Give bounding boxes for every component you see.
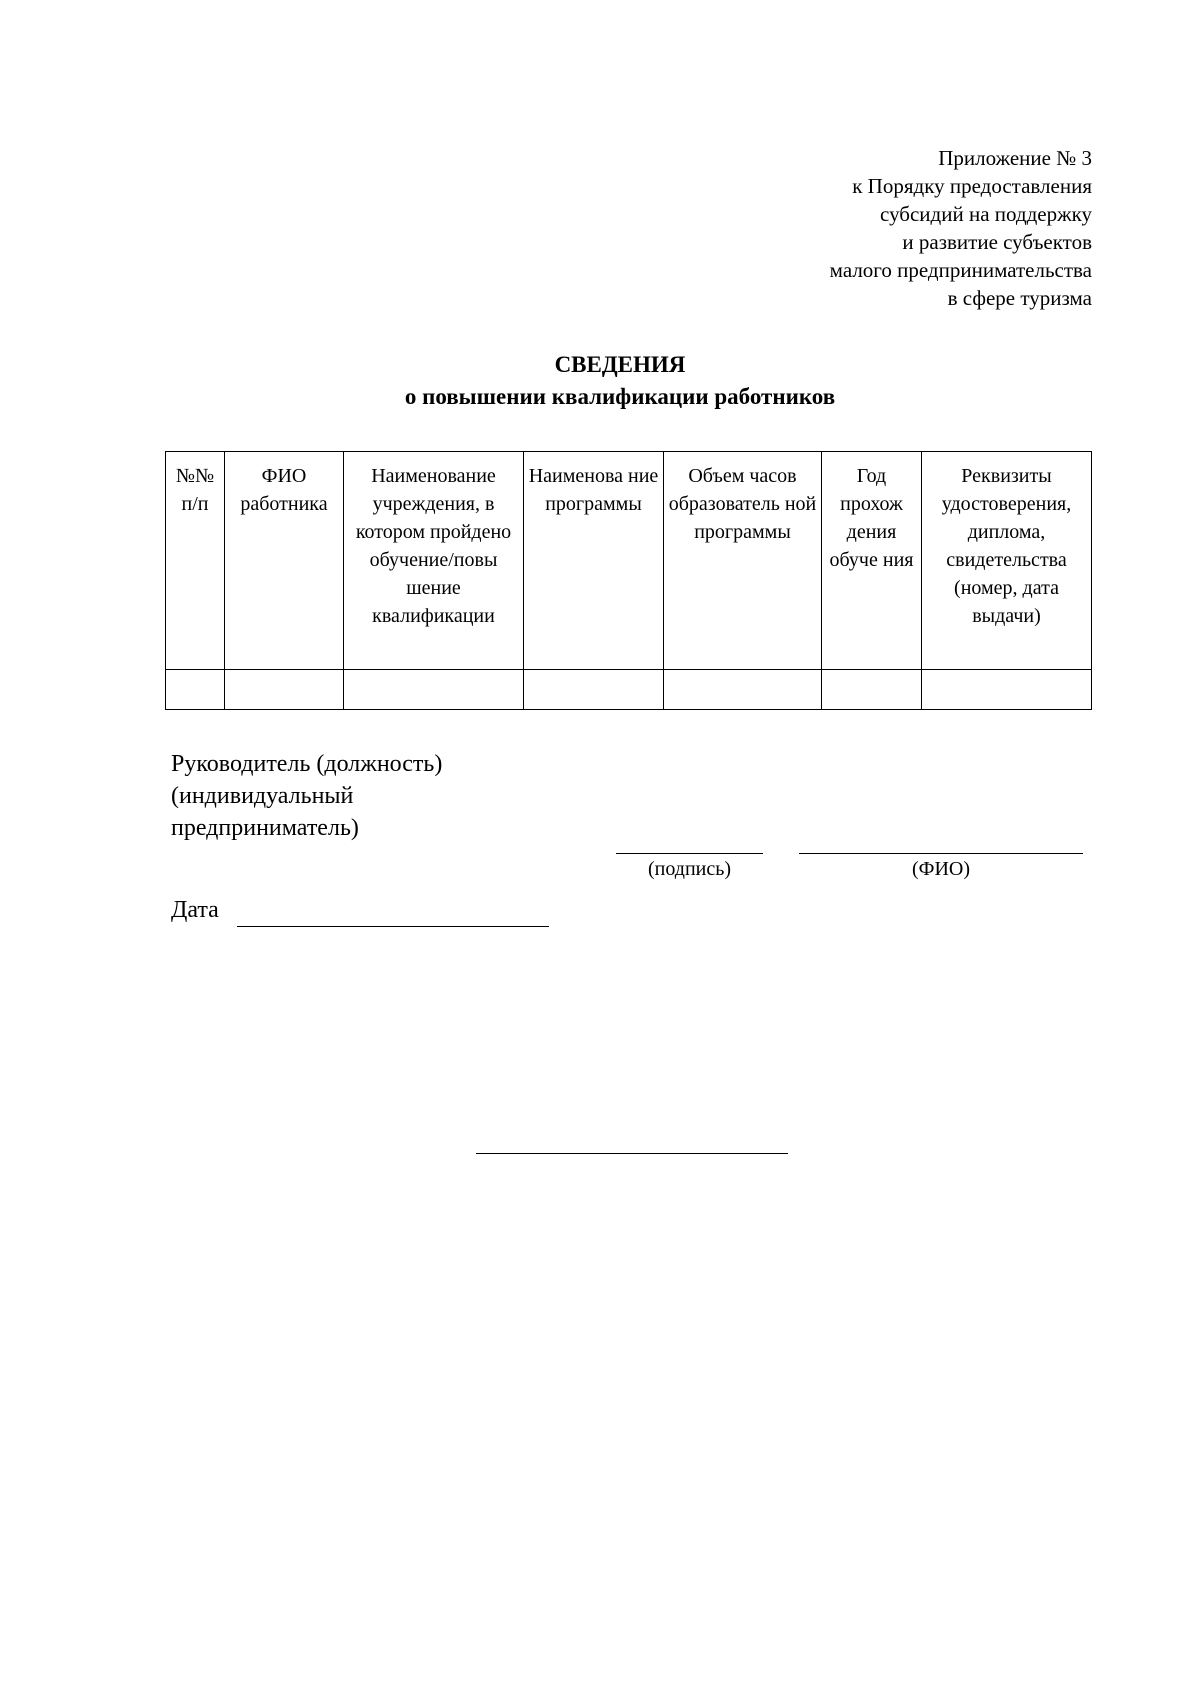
signature-caption: (подпись) <box>647 858 732 880</box>
signatory-label-line-3: предприниматель) <box>171 815 359 841</box>
header-training-year: Год прохож дения обуче ния <box>822 452 922 670</box>
annex-reference <box>830 144 1092 312</box>
header-program-hours: Объем часов образователь ной программы <box>664 452 822 670</box>
header-program-name: Наименова ние программы <box>524 452 664 670</box>
document-title-block <box>0 349 1200 413</box>
qualification-table <box>165 451 1092 710</box>
table-cell[interactable] <box>822 670 922 710</box>
signatory-label <box>171 748 442 844</box>
table-cell[interactable] <box>344 670 524 710</box>
signatory-label-line-2: (индивидуальный <box>171 783 354 809</box>
table-cell[interactable] <box>524 670 664 710</box>
header-certificate-details: Реквизиты удостоверения, диплома, свидетельства (номер, дата выдачи) <box>922 452 1092 670</box>
table-row <box>166 670 1092 710</box>
table-header-row <box>166 452 1092 670</box>
table-cell[interactable] <box>664 670 822 710</box>
table-cell[interactable] <box>225 670 344 710</box>
annex-line-6: в сфере туризма <box>947 286 1092 310</box>
date-label: Дата <box>171 897 219 923</box>
annex-line-5: малого предпринимательства <box>829 258 1092 282</box>
annex-line-2: к Порядку предоставления <box>852 174 1092 198</box>
date-line[interactable] <box>237 926 549 927</box>
table-cell[interactable] <box>166 670 225 710</box>
annex-line-1: Приложение № 3 <box>938 146 1092 170</box>
closing-separator-line <box>476 1153 788 1154</box>
document-subtitle: о повышении квалификации работников <box>404 384 836 409</box>
annex-line-3: субсидий на поддержку <box>880 202 1092 226</box>
signature-line[interactable] <box>616 853 763 854</box>
header-number: №№ п/п <box>166 452 225 670</box>
signatory-label-line-1: Руководитель (должность) <box>171 751 443 777</box>
header-employee-name: ФИО работника <box>225 452 344 670</box>
annex-line-4: и развитие субъектов <box>902 230 1092 254</box>
header-institution: Наименование учреждения, в котором пройдено обучение/повы шение квалификации <box>344 452 524 670</box>
name-line[interactable] <box>799 853 1083 854</box>
name-caption: (ФИО) <box>911 858 970 880</box>
document-title: СВЕДЕНИЯ <box>554 352 686 377</box>
table-cell[interactable] <box>922 670 1092 710</box>
